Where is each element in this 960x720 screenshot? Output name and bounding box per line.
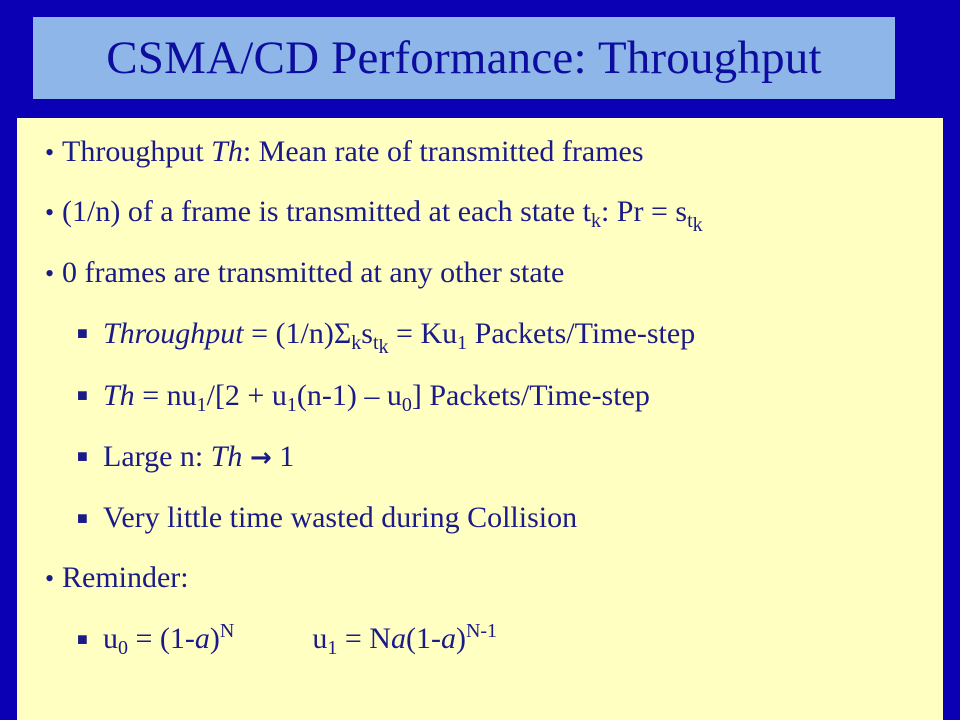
title-bar bbox=[33, 17, 895, 99]
square-bullet-icon: ■ bbox=[77, 385, 88, 405]
bullet-throughput-definition: Throughput Th: Mean rate of transmitted frames bbox=[62, 135, 644, 168]
subbullet-large-n: Large n: Th → 1 bbox=[103, 440, 295, 473]
subbullet-collision: Very little time wasted during Collision bbox=[103, 501, 578, 534]
square-bullet-icon: ■ bbox=[77, 629, 88, 649]
subbullet-th-formula: $Th = nu_1/[2 + u_1(n-1) - u_0]$ Packets/Time-step bbox=[103, 379, 650, 416]
square-bullet-icon: ■ bbox=[77, 323, 88, 343]
slide-title: CSMA/CD Performance: Throughput bbox=[106, 32, 822, 84]
bullet-reminder: Reminder: bbox=[62, 561, 189, 594]
bullet-icon: • bbox=[45, 564, 55, 593]
bullet-icon: • bbox=[45, 198, 55, 227]
square-bullet-icon: ■ bbox=[77, 508, 88, 528]
right-arrow-icon: → bbox=[249, 443, 272, 473]
content-panel bbox=[17, 118, 943, 720]
subbullet-u-definitions: $u_0 = (1-a)^N$ $u_1 = Na(1-a)^{N-1}$ bbox=[103, 620, 498, 659]
bullet-icon: • bbox=[45, 259, 55, 288]
square-bullet-icon: ■ bbox=[77, 446, 88, 466]
bullet-zero-frames: 0 frames are transmitted at any other state bbox=[62, 256, 565, 289]
bullet-fraction-transmitted: (1/n) of a frame is transmitted at each state $t_k$: $Pr = s_{t_k}$ bbox=[62, 195, 703, 236]
bullet-icon: • bbox=[45, 138, 55, 167]
subbullet-throughput-formula: Throughput = $(1/n)\Sigma_ks_{t_k} = Ku_1$ Packets/Time-step bbox=[103, 317, 696, 358]
